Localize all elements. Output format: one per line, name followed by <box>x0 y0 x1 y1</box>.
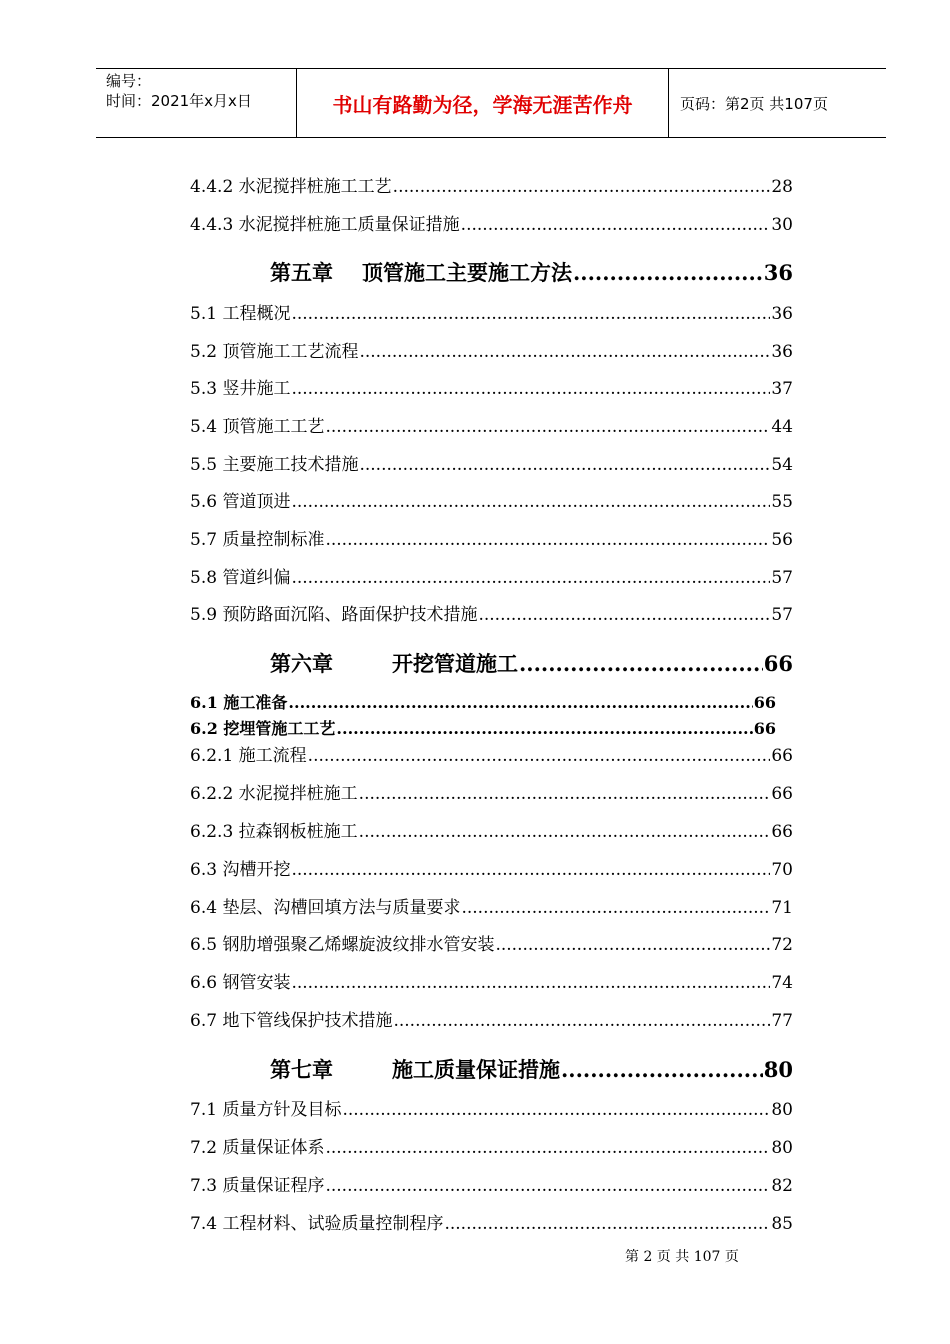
chapter-title: 施工质量保证措施 <box>392 1057 560 1082</box>
dot-leader <box>291 973 770 993</box>
toc-page-number: 57 <box>771 605 793 625</box>
dot-leader <box>291 568 770 588</box>
toc-entry[interactable] <box>190 172 793 197</box>
toc-page-number: 71 <box>771 898 793 918</box>
toc-entry-label: 7.4 工程材料、试验质量控制程序 <box>190 1214 444 1234</box>
toc-entry-label: 4.4.2 水泥搅拌桩施工工艺 <box>190 177 392 197</box>
toc-page-number: 66 <box>763 651 793 676</box>
toc-entry-label: 6.3 沟槽开挖 <box>190 860 291 880</box>
toc-entry[interactable] <box>190 855 793 880</box>
chapter-title: 顶管施工主要施工方法 <box>362 260 572 285</box>
toc-entry-label: 7.1 质量方针及目标 <box>190 1100 342 1120</box>
dot-leader <box>573 260 763 285</box>
dot-leader <box>519 651 763 676</box>
dot-leader <box>359 784 771 804</box>
dot-leader <box>325 1138 770 1158</box>
dot-leader <box>308 746 771 766</box>
header-meta <box>106 71 296 111</box>
toc-entry-label: 5.2 顶管施工工艺流程 <box>190 342 359 362</box>
toc-page-number: 66 <box>753 693 776 712</box>
toc-entry-label: 5.7 质量控制标准 <box>190 530 325 550</box>
dot-leader <box>342 1100 770 1120</box>
toc-entry[interactable] <box>190 412 793 437</box>
dot-leader <box>359 822 771 842</box>
toc-page-number: 36 <box>771 342 793 362</box>
toc-page-number: 44 <box>771 417 793 437</box>
header-page-info: 页码：第2页 共107页 <box>680 94 828 113</box>
toc-page-number: 54 <box>771 455 793 475</box>
toc-page-number: 80 <box>771 1100 793 1120</box>
toc-page-number: 72 <box>771 935 793 955</box>
toc-entry-label: 6.2 挖埋管施工工艺 <box>190 719 336 738</box>
toc-entry[interactable] <box>190 779 793 804</box>
toc-chapter-entry[interactable] <box>270 257 793 287</box>
toc-entry[interactable] <box>190 374 793 399</box>
dot-leader <box>393 1011 770 1031</box>
toc-page-number: 82 <box>771 1176 793 1196</box>
header-motto: 书山有路勤为径，学海无涯苦作舟 <box>332 92 633 117</box>
header-divider <box>668 69 669 137</box>
toc-page-number: 74 <box>771 973 793 993</box>
toc-entry[interactable] <box>190 930 793 955</box>
toc-entry-label: 6.4 垫层、沟槽回填方法与质量要求 <box>190 898 461 918</box>
toc-entry[interactable] <box>190 450 793 475</box>
dot-leader <box>444 1214 770 1234</box>
dot-leader <box>461 898 770 918</box>
toc-entry[interactable] <box>190 893 793 918</box>
toc-entry[interactable] <box>190 1095 793 1120</box>
chapter-number: 第六章 <box>270 651 333 676</box>
toc-entry[interactable] <box>190 525 793 550</box>
chapter-number: 第五章 <box>270 260 333 285</box>
dot-leader <box>291 860 770 880</box>
toc-entry[interactable] <box>190 487 793 512</box>
toc-page-number: 80 <box>763 1057 793 1082</box>
page-footer: 第 2 页 共 107 页 <box>625 1249 739 1265</box>
toc-entry-label: 6.7 地下管线保护技术措施 <box>190 1011 393 1031</box>
toc-page-number: 77 <box>771 1011 793 1031</box>
dot-leader <box>478 605 770 625</box>
toc-page-number: 66 <box>771 784 793 804</box>
dot-leader <box>325 530 770 550</box>
toc-entry[interactable] <box>190 1006 793 1031</box>
dot-leader <box>325 1176 770 1196</box>
toc-entry-label: 6.1 施工准备 <box>190 693 288 712</box>
toc-page-number: 55 <box>771 492 793 512</box>
toc-page-number: 70 <box>771 860 793 880</box>
toc-page-number: 28 <box>771 177 793 197</box>
toc-page-number: 37 <box>771 379 793 399</box>
dot-leader <box>291 379 770 399</box>
toc-entry-label: 5.6 管道顶进 <box>190 492 291 512</box>
chapter-title: 开挖管道施工 <box>392 651 518 676</box>
toc-entry-label: 5.5 主要施工技术措施 <box>190 455 359 475</box>
toc-entry[interactable] <box>190 1209 793 1234</box>
toc-entry[interactable] <box>190 299 793 324</box>
toc-entry-label: 5.8 管道纠偏 <box>190 568 291 588</box>
toc-entry[interactable] <box>190 716 776 739</box>
toc-entry-label: 4.4.3 水泥搅拌桩施工质量保证措施 <box>190 215 460 235</box>
toc-entry-label: 5.9 预防路面沉陷、路面保护技术措施 <box>190 605 478 625</box>
toc-entry[interactable] <box>190 968 793 993</box>
toc-entry[interactable] <box>190 1171 793 1196</box>
dot-leader <box>325 417 770 437</box>
toc-entry-label: 5.1 工程概况 <box>190 304 291 324</box>
toc-entry[interactable] <box>190 600 793 625</box>
toc-page-number: 30 <box>771 215 793 235</box>
dot-leader <box>288 693 752 712</box>
dot-leader <box>561 1057 763 1082</box>
toc-page-number: 56 <box>771 530 793 550</box>
toc-entry-label: 5.4 顶管施工工艺 <box>190 417 325 437</box>
toc-chapter-entry[interactable] <box>270 648 793 678</box>
toc-entry-label: 6.2.3 拉森钢板桩施工 <box>190 822 358 842</box>
toc-entry-label: 7.3 质量保证程序 <box>190 1176 325 1196</box>
toc-entry[interactable] <box>190 1133 793 1158</box>
dot-leader <box>359 342 770 362</box>
toc-entry-label: 5.3 竖井施工 <box>190 379 291 399</box>
dot-leader <box>461 215 771 235</box>
serial-label: 编号： <box>106 72 152 90</box>
toc-chapter-entry[interactable] <box>270 1054 793 1084</box>
toc-entry-label: 6.6 钢管安装 <box>190 973 291 993</box>
toc-entry[interactable] <box>190 563 793 588</box>
toc-entry[interactable] <box>190 817 793 842</box>
toc-entry[interactable] <box>190 741 793 766</box>
dot-leader <box>495 935 770 955</box>
toc-entry[interactable] <box>190 690 776 713</box>
toc-entry-label: 6.5 钢肋增强聚乙烯螺旋波纹排水管安装 <box>190 935 495 955</box>
time-label: 时间：2021年x月x日 <box>106 92 252 110</box>
toc-page-number: 36 <box>763 260 793 285</box>
toc-page-number: 36 <box>771 304 793 324</box>
dot-leader <box>336 719 752 738</box>
dot-leader <box>291 304 770 324</box>
toc-page-number: 66 <box>753 719 776 738</box>
toc-page-number: 66 <box>771 746 793 766</box>
toc-entry-label: 6.2.2 水泥搅拌桩施工 <box>190 784 358 804</box>
toc-page-number: 66 <box>771 822 793 842</box>
toc-page-number: 57 <box>771 568 793 588</box>
dot-leader <box>359 455 770 475</box>
page-header <box>96 68 886 138</box>
toc-entry[interactable] <box>190 210 793 235</box>
toc-page-number: 85 <box>771 1214 793 1234</box>
toc-entry-label: 7.2 质量保证体系 <box>190 1138 325 1158</box>
toc-page-number: 80 <box>771 1138 793 1158</box>
toc-entry[interactable] <box>190 337 793 362</box>
dot-leader <box>393 177 771 197</box>
toc-entry-label: 6.2.1 施工流程 <box>190 746 307 766</box>
dot-leader <box>291 492 770 512</box>
chapter-number: 第七章 <box>270 1057 333 1082</box>
